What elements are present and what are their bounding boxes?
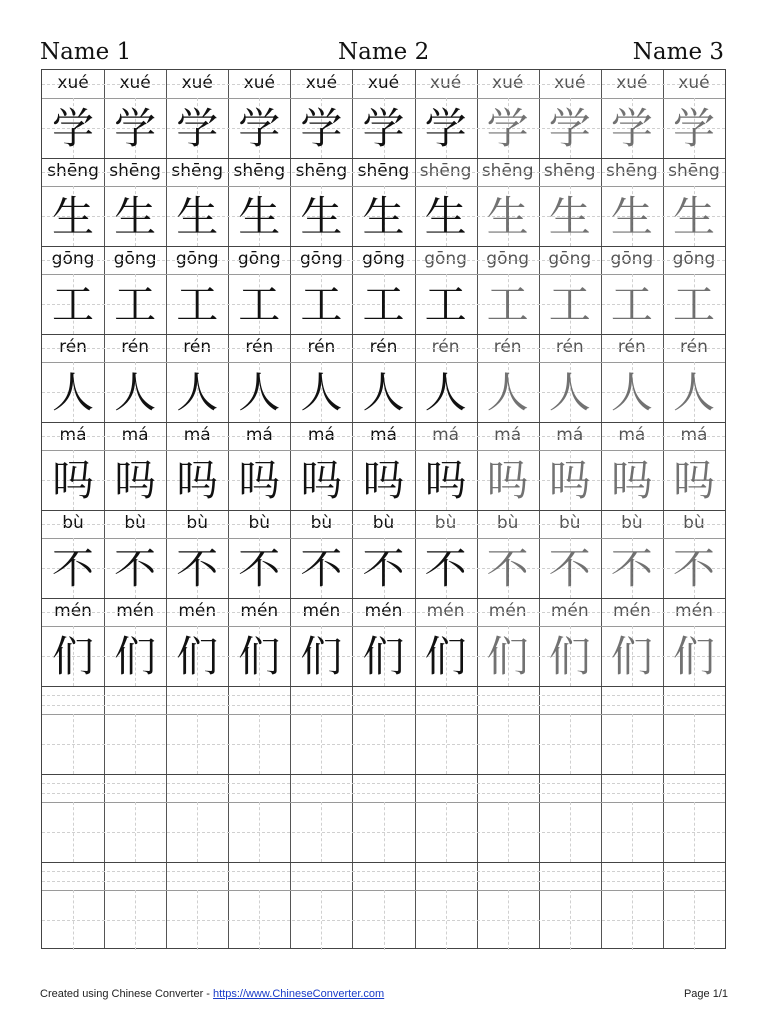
pinyin-guide-line — [42, 84, 725, 85]
pinyin-cell: bù — [558, 513, 581, 533]
practice-grid — [41, 69, 726, 949]
pinyin-cell: bù — [621, 513, 643, 533]
name-1-label: Name 1 — [40, 39, 132, 65]
pinyin-cell: shēng — [295, 161, 348, 181]
pinyin-cell: rén — [245, 337, 274, 357]
stroke-order-character: 生 — [114, 192, 157, 241]
pinyin-guide-line — [42, 695, 725, 696]
pinyin-cell: shēng — [543, 161, 596, 181]
stroke-order-character: 们 — [424, 632, 467, 681]
pinyin-cell: bù — [248, 513, 271, 533]
stroke-order-character: 吗 — [362, 456, 405, 505]
pinyin-cell: rén — [680, 337, 708, 357]
pinyin-cell: shēng — [357, 161, 410, 181]
pinyin-cell: xué — [243, 73, 275, 93]
pinyin-cell: xué — [119, 73, 151, 93]
stroke-order-character: 工 — [424, 280, 467, 329]
pinyin-cell: xué — [181, 73, 213, 93]
stroke-order-character: 工 — [238, 280, 281, 329]
pinyin-cell: mén — [302, 601, 341, 621]
stroke-order-character: 人 — [362, 368, 405, 417]
pinyin-cell: rén — [617, 337, 646, 357]
stroke-order-character: 学 — [672, 104, 715, 153]
pinyin-cell: má — [59, 425, 87, 445]
pinyin-cell: bù — [124, 513, 146, 533]
stroke-order-character: 人 — [548, 368, 591, 417]
stroke-order-character: 生 — [176, 192, 219, 241]
stroke-order-character: 人 — [610, 368, 653, 417]
stroke-order-character: 们 — [238, 632, 281, 681]
model-character: 们 — [52, 632, 95, 681]
row-divider — [42, 686, 725, 687]
pinyin-cell: má — [680, 425, 708, 445]
pinyin-cell: rén — [121, 337, 150, 357]
model-character: 工 — [52, 280, 95, 329]
pinyin-guide-line — [42, 524, 725, 525]
stroke-order-character: 学 — [114, 104, 157, 153]
stroke-order-character: 吗 — [548, 456, 591, 505]
footer-credit-text: Created using Chinese Converter - — [40, 988, 214, 1000]
stroke-order-character: 吗 — [672, 456, 715, 505]
pinyin-cell: xué — [305, 73, 338, 93]
pinyin-cell: xué — [492, 73, 524, 93]
pinyin-cell: xué — [554, 73, 586, 93]
pinyin-cell: shēng — [233, 161, 286, 181]
stroke-order-character: 不 — [238, 544, 281, 593]
stroke-order-character: 学 — [486, 104, 529, 153]
stroke-order-character: 生 — [548, 192, 591, 241]
stroke-order-character: 不 — [424, 544, 467, 593]
pinyin-cell: gōng — [424, 249, 467, 269]
pinyin-cell: shēng — [109, 161, 161, 181]
pinyin-cell: shēng — [606, 161, 658, 181]
pinyin-cell: bù — [372, 513, 395, 533]
pinyin-cell: mén — [612, 601, 651, 621]
pinyin-cell: bù — [62, 513, 84, 533]
pinyin-guide-line — [42, 436, 725, 437]
cell-guide-horizontal — [42, 832, 725, 833]
footer-link[interactable]: https://www.ChineseConverter.com — [213, 988, 385, 1000]
stroke-order-character: 工 — [300, 280, 343, 329]
stroke-order-character: 人 — [486, 368, 529, 417]
stroke-order-character: 们 — [610, 632, 653, 681]
stroke-order-character: 工 — [610, 280, 653, 329]
stroke-order-character: 吗 — [300, 456, 343, 505]
stroke-order-character: 人 — [176, 368, 219, 417]
pinyin-cell: bù — [310, 513, 333, 533]
stroke-order-character: 工 — [176, 280, 219, 329]
pinyin-cell: má — [121, 425, 149, 445]
pinyin-cell: bù — [186, 513, 208, 533]
stroke-order-character: 们 — [672, 632, 715, 681]
stroke-order-character: 们 — [300, 632, 343, 681]
pinyin-cell: shēng — [419, 161, 472, 181]
pinyin-cell: rén — [369, 337, 398, 357]
pinyin-cell: má — [183, 425, 211, 445]
stroke-order-character: 不 — [114, 544, 157, 593]
pinyin-cell: mén — [675, 601, 713, 621]
model-character: 吗 — [52, 456, 95, 505]
stroke-order-character: 学 — [176, 104, 219, 153]
pinyin-cell: mén — [178, 601, 217, 621]
pinyin-cell: shēng — [668, 161, 720, 181]
pinyin-cell: gōng — [672, 249, 716, 269]
pinyin-cell: má — [494, 425, 522, 445]
pinyin-guide-line — [42, 793, 725, 794]
stroke-order-character: 不 — [300, 544, 343, 593]
pinyin-cell: gōng — [175, 249, 219, 269]
stroke-order-character: 学 — [300, 104, 343, 153]
pinyin-cell: gōng — [610, 249, 654, 269]
stroke-order-character: 们 — [486, 632, 529, 681]
pinyin-cell: bù — [683, 513, 705, 533]
stroke-order-character: 们 — [548, 632, 591, 681]
cell-guide-horizontal — [42, 744, 725, 745]
stroke-order-character: 不 — [486, 544, 529, 593]
stroke-order-character: 生 — [610, 192, 653, 241]
stroke-order-character: 学 — [238, 104, 281, 153]
stroke-order-character: 不 — [672, 544, 715, 593]
pinyin-cell: gōng — [362, 249, 405, 269]
stroke-order-character: 吗 — [114, 456, 157, 505]
pinyin-guide-line — [42, 705, 725, 706]
pinyin-guide-line — [42, 172, 725, 173]
stroke-order-character: 吗 — [176, 456, 219, 505]
stroke-order-character: 工 — [114, 280, 157, 329]
pinyin-guide-line — [42, 783, 725, 784]
stroke-order-character: 不 — [610, 544, 653, 593]
pinyin-cell: shēng — [171, 161, 224, 181]
pinyin-cell: mén — [426, 601, 465, 621]
stroke-order-character: 吗 — [238, 456, 281, 505]
pinyin-cell: bù — [496, 513, 519, 533]
pinyin-cell: má — [245, 425, 273, 445]
cell-guide-horizontal — [42, 920, 725, 921]
footer-credit — [40, 988, 384, 1000]
pinyin-cell: rén — [431, 337, 460, 357]
model-character: 生 — [52, 192, 95, 241]
row-divider — [42, 862, 725, 863]
pinyin-guide-line — [42, 260, 725, 261]
pinyin-cell: gōng — [51, 249, 95, 269]
pinyin-cell: gōng — [113, 249, 157, 269]
pinyin-cell: xué — [367, 73, 400, 93]
stroke-order-character: 人 — [114, 368, 157, 417]
pinyin-cell: xué — [678, 73, 710, 93]
name-3-label: Name 3 — [632, 39, 724, 65]
pinyin-cell: gōng — [300, 249, 343, 269]
pinyin-cell: mén — [488, 601, 527, 621]
pinyin-cell: xué — [429, 73, 462, 93]
stroke-order-character: 人 — [300, 368, 343, 417]
pinyin-guide-line — [42, 612, 725, 613]
row-divider — [42, 774, 725, 775]
model-character: 不 — [52, 544, 95, 593]
name-header — [40, 36, 726, 68]
pinyin-cell: má — [618, 425, 646, 445]
stroke-order-character: 学 — [362, 104, 405, 153]
pinyin-cell: mén — [54, 601, 92, 621]
pinyin-cell: xué — [57, 73, 89, 93]
stroke-order-character: 生 — [362, 192, 405, 241]
stroke-order-character: 学 — [548, 104, 591, 153]
stroke-order-character: 人 — [672, 368, 715, 417]
pinyin-cell: rén — [307, 337, 336, 357]
stroke-order-character: 生 — [486, 192, 529, 241]
stroke-order-character: 生 — [672, 192, 715, 241]
stroke-order-character: 不 — [176, 544, 219, 593]
stroke-order-character: 生 — [424, 192, 467, 241]
pinyin-guide-line — [42, 871, 725, 872]
pinyin-cell: mén — [240, 601, 279, 621]
stroke-order-character: 吗 — [610, 456, 653, 505]
pinyin-cell: gōng — [237, 249, 281, 269]
stroke-order-character: 吗 — [486, 456, 529, 505]
name-2-label: Name 2 — [338, 39, 430, 65]
model-character: 学 — [52, 104, 95, 153]
model-character: 人 — [52, 368, 95, 417]
pinyin-cell: gōng — [548, 249, 592, 269]
stroke-order-character: 工 — [362, 280, 405, 329]
stroke-order-character: 不 — [362, 544, 405, 593]
pinyin-guide-line — [42, 881, 725, 882]
pinyin-cell: xué — [616, 73, 648, 93]
stroke-order-character: 们 — [176, 632, 219, 681]
stroke-order-character: 工 — [672, 280, 715, 329]
pinyin-cell: má — [370, 425, 397, 445]
stroke-order-character: 吗 — [424, 456, 467, 505]
pinyin-guide-line — [42, 348, 725, 349]
stroke-order-character: 工 — [548, 280, 591, 329]
pinyin-cell: má — [556, 425, 584, 445]
stroke-order-character: 生 — [238, 192, 281, 241]
pinyin-cell: mén — [550, 601, 589, 621]
stroke-order-character: 生 — [300, 192, 343, 241]
pinyin-cell: má — [307, 425, 335, 445]
stroke-order-character: 不 — [548, 544, 591, 593]
pinyin-cell: má — [432, 425, 460, 445]
stroke-order-character: 工 — [486, 280, 529, 329]
stroke-order-character: 人 — [424, 368, 467, 417]
pinyin-cell: rén — [493, 337, 522, 357]
pinyin-cell: bù — [434, 513, 457, 533]
stroke-order-character: 学 — [424, 104, 467, 153]
pinyin-cell: rén — [59, 337, 87, 357]
pinyin-cell: mén — [116, 601, 155, 621]
pinyin-cell: rén — [555, 337, 584, 357]
stroke-order-character: 学 — [610, 104, 653, 153]
pinyin-cell: gōng — [486, 249, 530, 269]
pinyin-cell: shēng — [47, 161, 99, 181]
pinyin-cell: mén — [364, 601, 403, 621]
pinyin-cell: shēng — [481, 161, 534, 181]
page-number: Page 1/1 — [683, 988, 728, 1000]
stroke-order-character: 们 — [362, 632, 405, 681]
pinyin-cell: rén — [183, 337, 212, 357]
stroke-order-character: 们 — [114, 632, 157, 681]
stroke-order-character: 人 — [238, 368, 281, 417]
